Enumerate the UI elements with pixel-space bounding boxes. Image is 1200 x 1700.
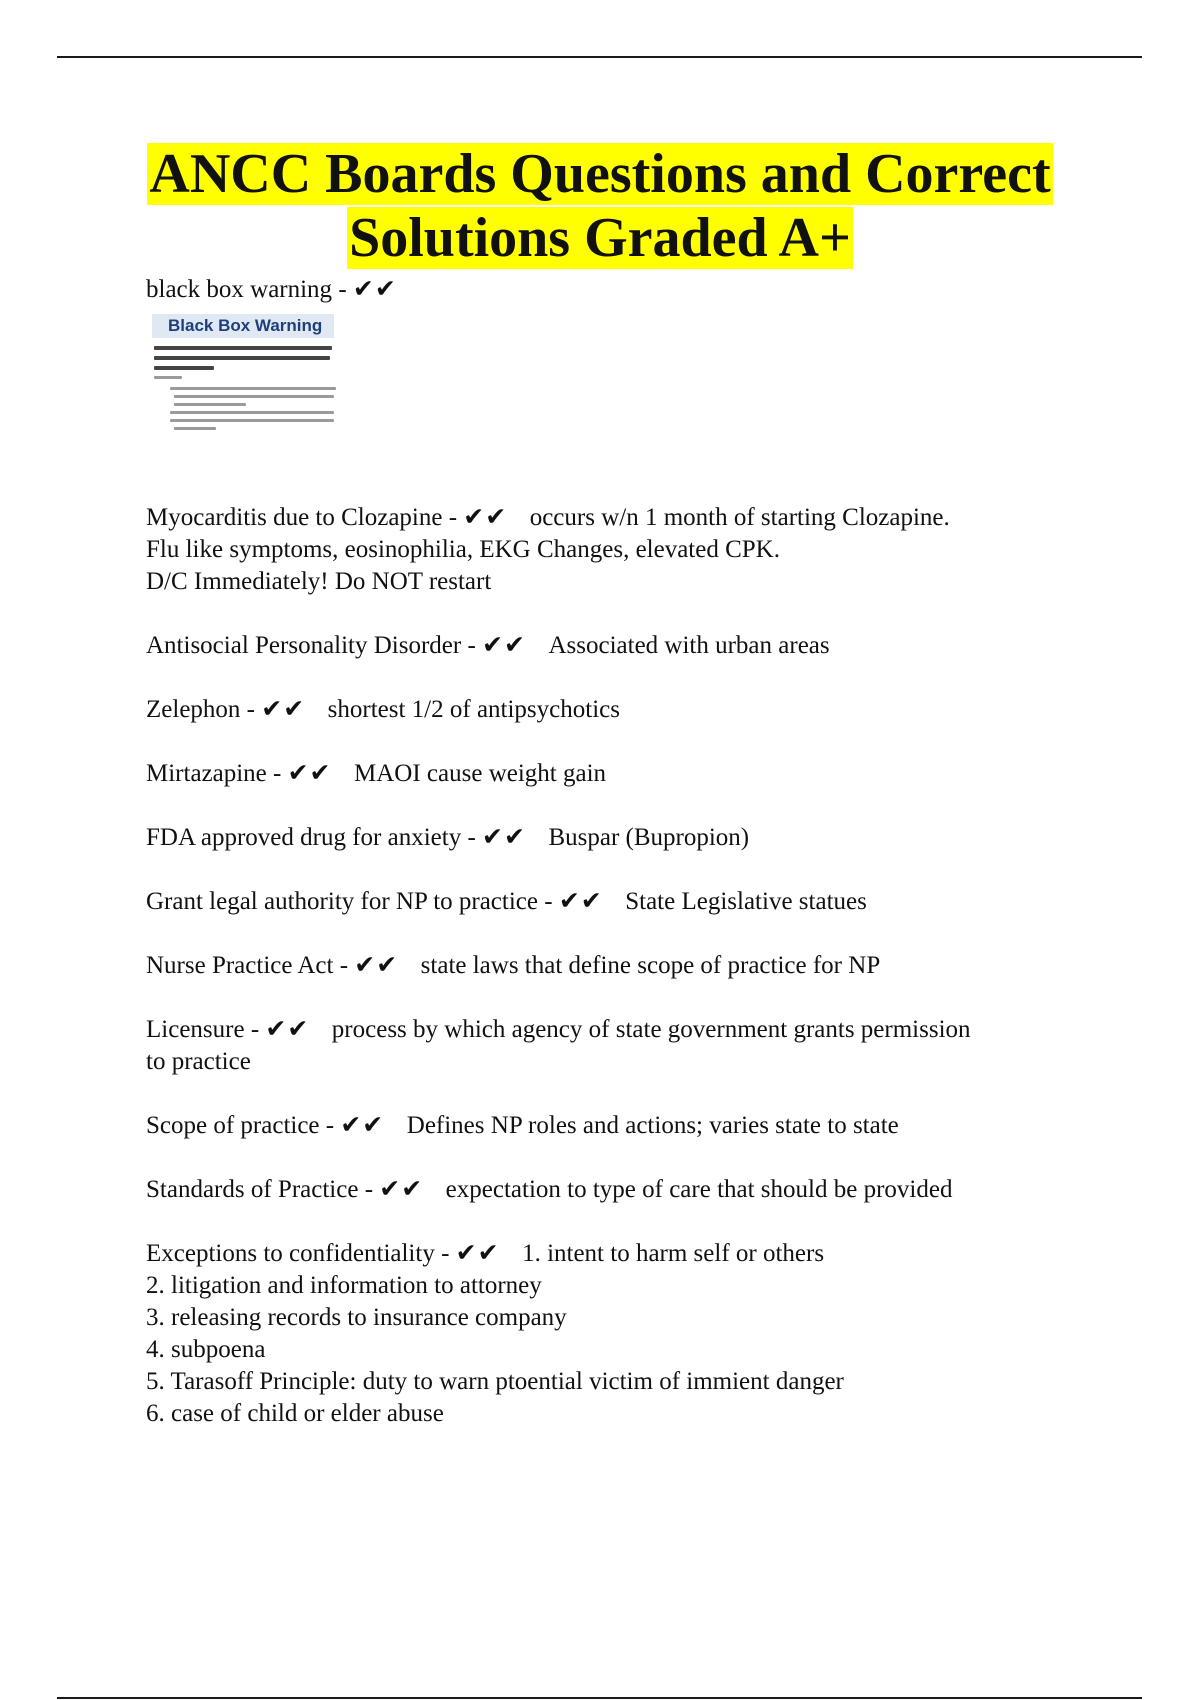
list-item bbox=[146, 1238, 1086, 1430]
entry-term: Scope of practice bbox=[146, 1112, 320, 1139]
entry-term-line bbox=[146, 694, 1086, 726]
entry-term-line bbox=[146, 1238, 1086, 1270]
image-heading: Black Box Warning bbox=[152, 314, 334, 338]
double-check-icon: ✔✔ bbox=[455, 1240, 500, 1267]
entry-term-line bbox=[146, 822, 1086, 854]
list-item bbox=[146, 1174, 1086, 1206]
entry-definition: Defines NP roles and actions; varies state to state bbox=[406, 1112, 899, 1139]
entry-definition: state laws that define scope of practice for NP bbox=[420, 952, 881, 979]
entry-term-line bbox=[146, 502, 1086, 534]
entry-term: Exceptions to confidentiality bbox=[146, 1240, 435, 1267]
entry-definition-line: 6. case of child or elder abuse bbox=[146, 1400, 444, 1427]
entry-term: Zelephon bbox=[146, 696, 241, 723]
entry-term-line bbox=[146, 1174, 1086, 1206]
entry-term: Licensure bbox=[146, 1016, 245, 1043]
list-item bbox=[146, 694, 1086, 726]
entry-separator: - bbox=[461, 824, 483, 851]
double-check-icon: ✔✔ bbox=[340, 1112, 385, 1139]
list-item bbox=[146, 630, 1086, 662]
entry-separator: - bbox=[442, 504, 464, 531]
entry-separator: - bbox=[332, 276, 353, 303]
entry-definition: Buspar (Bupropion) bbox=[548, 824, 750, 851]
double-check-icon: ✔✔ bbox=[379, 1176, 424, 1203]
entry-separator: - bbox=[244, 1016, 266, 1043]
entry-definition: State Legislative statues bbox=[625, 888, 867, 915]
list-item bbox=[146, 1110, 1086, 1142]
double-check-icon: ✔✔ bbox=[265, 1016, 310, 1043]
list-item bbox=[146, 502, 1086, 598]
double-check-icon: ✔✔ bbox=[354, 952, 399, 979]
entry-term: FDA approved drug for anxiety bbox=[146, 824, 462, 851]
entry-term: Standards of Practice bbox=[146, 1176, 359, 1203]
entry-term-line bbox=[146, 886, 1086, 918]
document-body bbox=[146, 274, 1086, 1462]
entry-definition: 1. intent to harm self or others bbox=[522, 1240, 825, 1267]
title-line-1: ANCC Boards Questions and Correct bbox=[149, 143, 1051, 205]
double-check-icon: ✔✔ bbox=[287, 760, 332, 787]
double-check-icon: ✔✔ bbox=[482, 824, 526, 851]
entry-term-line bbox=[146, 274, 1086, 306]
entry-separator: - bbox=[434, 1240, 456, 1267]
entry-term-line bbox=[146, 1110, 1086, 1142]
list-item bbox=[146, 1014, 1086, 1078]
entry-separator: - bbox=[333, 952, 355, 979]
entry-separator: - bbox=[358, 1176, 380, 1203]
page-title bbox=[100, 142, 1100, 270]
title-line-2: Solutions Graded A+ bbox=[349, 207, 851, 269]
double-check-icon: ✔✔ bbox=[558, 888, 603, 915]
entry-term: Grant legal authority for NP to practice bbox=[146, 888, 538, 915]
list-item bbox=[146, 822, 1086, 854]
entry-definition-line: 2. litigation and information to attorney bbox=[146, 1272, 542, 1299]
entry-term: black box warning bbox=[146, 276, 333, 303]
double-check-icon: ✔✔ bbox=[352, 276, 397, 303]
list-item bbox=[146, 758, 1086, 790]
entry-definition: occurs w/n 1 month of starting Clozapine. bbox=[529, 504, 950, 531]
entry-definition-line: 4. subpoena bbox=[146, 1336, 266, 1363]
entry-term-line bbox=[146, 630, 1086, 662]
header-rule bbox=[57, 56, 1142, 58]
entry-definition: expectation to type of care that should be provided bbox=[445, 1176, 953, 1203]
entry-separator: - bbox=[266, 760, 288, 787]
entry-definition: MAOI cause weight gain bbox=[354, 760, 607, 787]
entries-list bbox=[146, 502, 1086, 1430]
entry-term: Myocarditis due to Clozapine bbox=[146, 504, 443, 531]
list-item bbox=[146, 886, 1086, 918]
entry-term-line bbox=[146, 950, 1086, 982]
entry-separator: - bbox=[319, 1112, 341, 1139]
entry-black-box-warning bbox=[146, 274, 1086, 460]
entry-definition: Associated with urban areas bbox=[548, 632, 830, 659]
entry-definition: shortest 1/2 of antipsychotics bbox=[327, 696, 620, 723]
entry-term-line bbox=[146, 1014, 1086, 1046]
image-text-block bbox=[152, 338, 334, 430]
double-check-icon: ✔✔ bbox=[482, 632, 526, 659]
entry-term: Nurse Practice Act bbox=[146, 952, 334, 979]
entry-definition-line: to practice bbox=[146, 1048, 251, 1075]
entry-term-line bbox=[146, 758, 1086, 790]
entry-separator: - bbox=[240, 696, 262, 723]
double-check-icon: ✔✔ bbox=[463, 504, 508, 531]
entry-separator: - bbox=[461, 632, 483, 659]
double-check-icon: ✔✔ bbox=[261, 696, 306, 723]
entry-term: Mirtazapine bbox=[146, 760, 267, 787]
black-box-warning-image bbox=[152, 314, 334, 460]
entry-definition-line: 3. releasing records to insurance company bbox=[146, 1304, 567, 1331]
entry-separator: - bbox=[538, 888, 559, 915]
list-item bbox=[146, 950, 1086, 982]
footer-rule bbox=[57, 1697, 1142, 1699]
entry-definition-line: 5. Tarasoff Principle: duty to warn ptoential victim of immient danger bbox=[146, 1368, 844, 1395]
entry-definition-line: Flu like symptoms, eosinophilia, EKG Changes, elevated CPK. bbox=[146, 536, 780, 563]
entry-definition-line: D/C Immediately! Do NOT restart bbox=[146, 568, 492, 595]
entry-definition: process by which agency of state government grants permission bbox=[331, 1016, 971, 1043]
entry-term: Antisocial Personality Disorder bbox=[146, 632, 462, 659]
